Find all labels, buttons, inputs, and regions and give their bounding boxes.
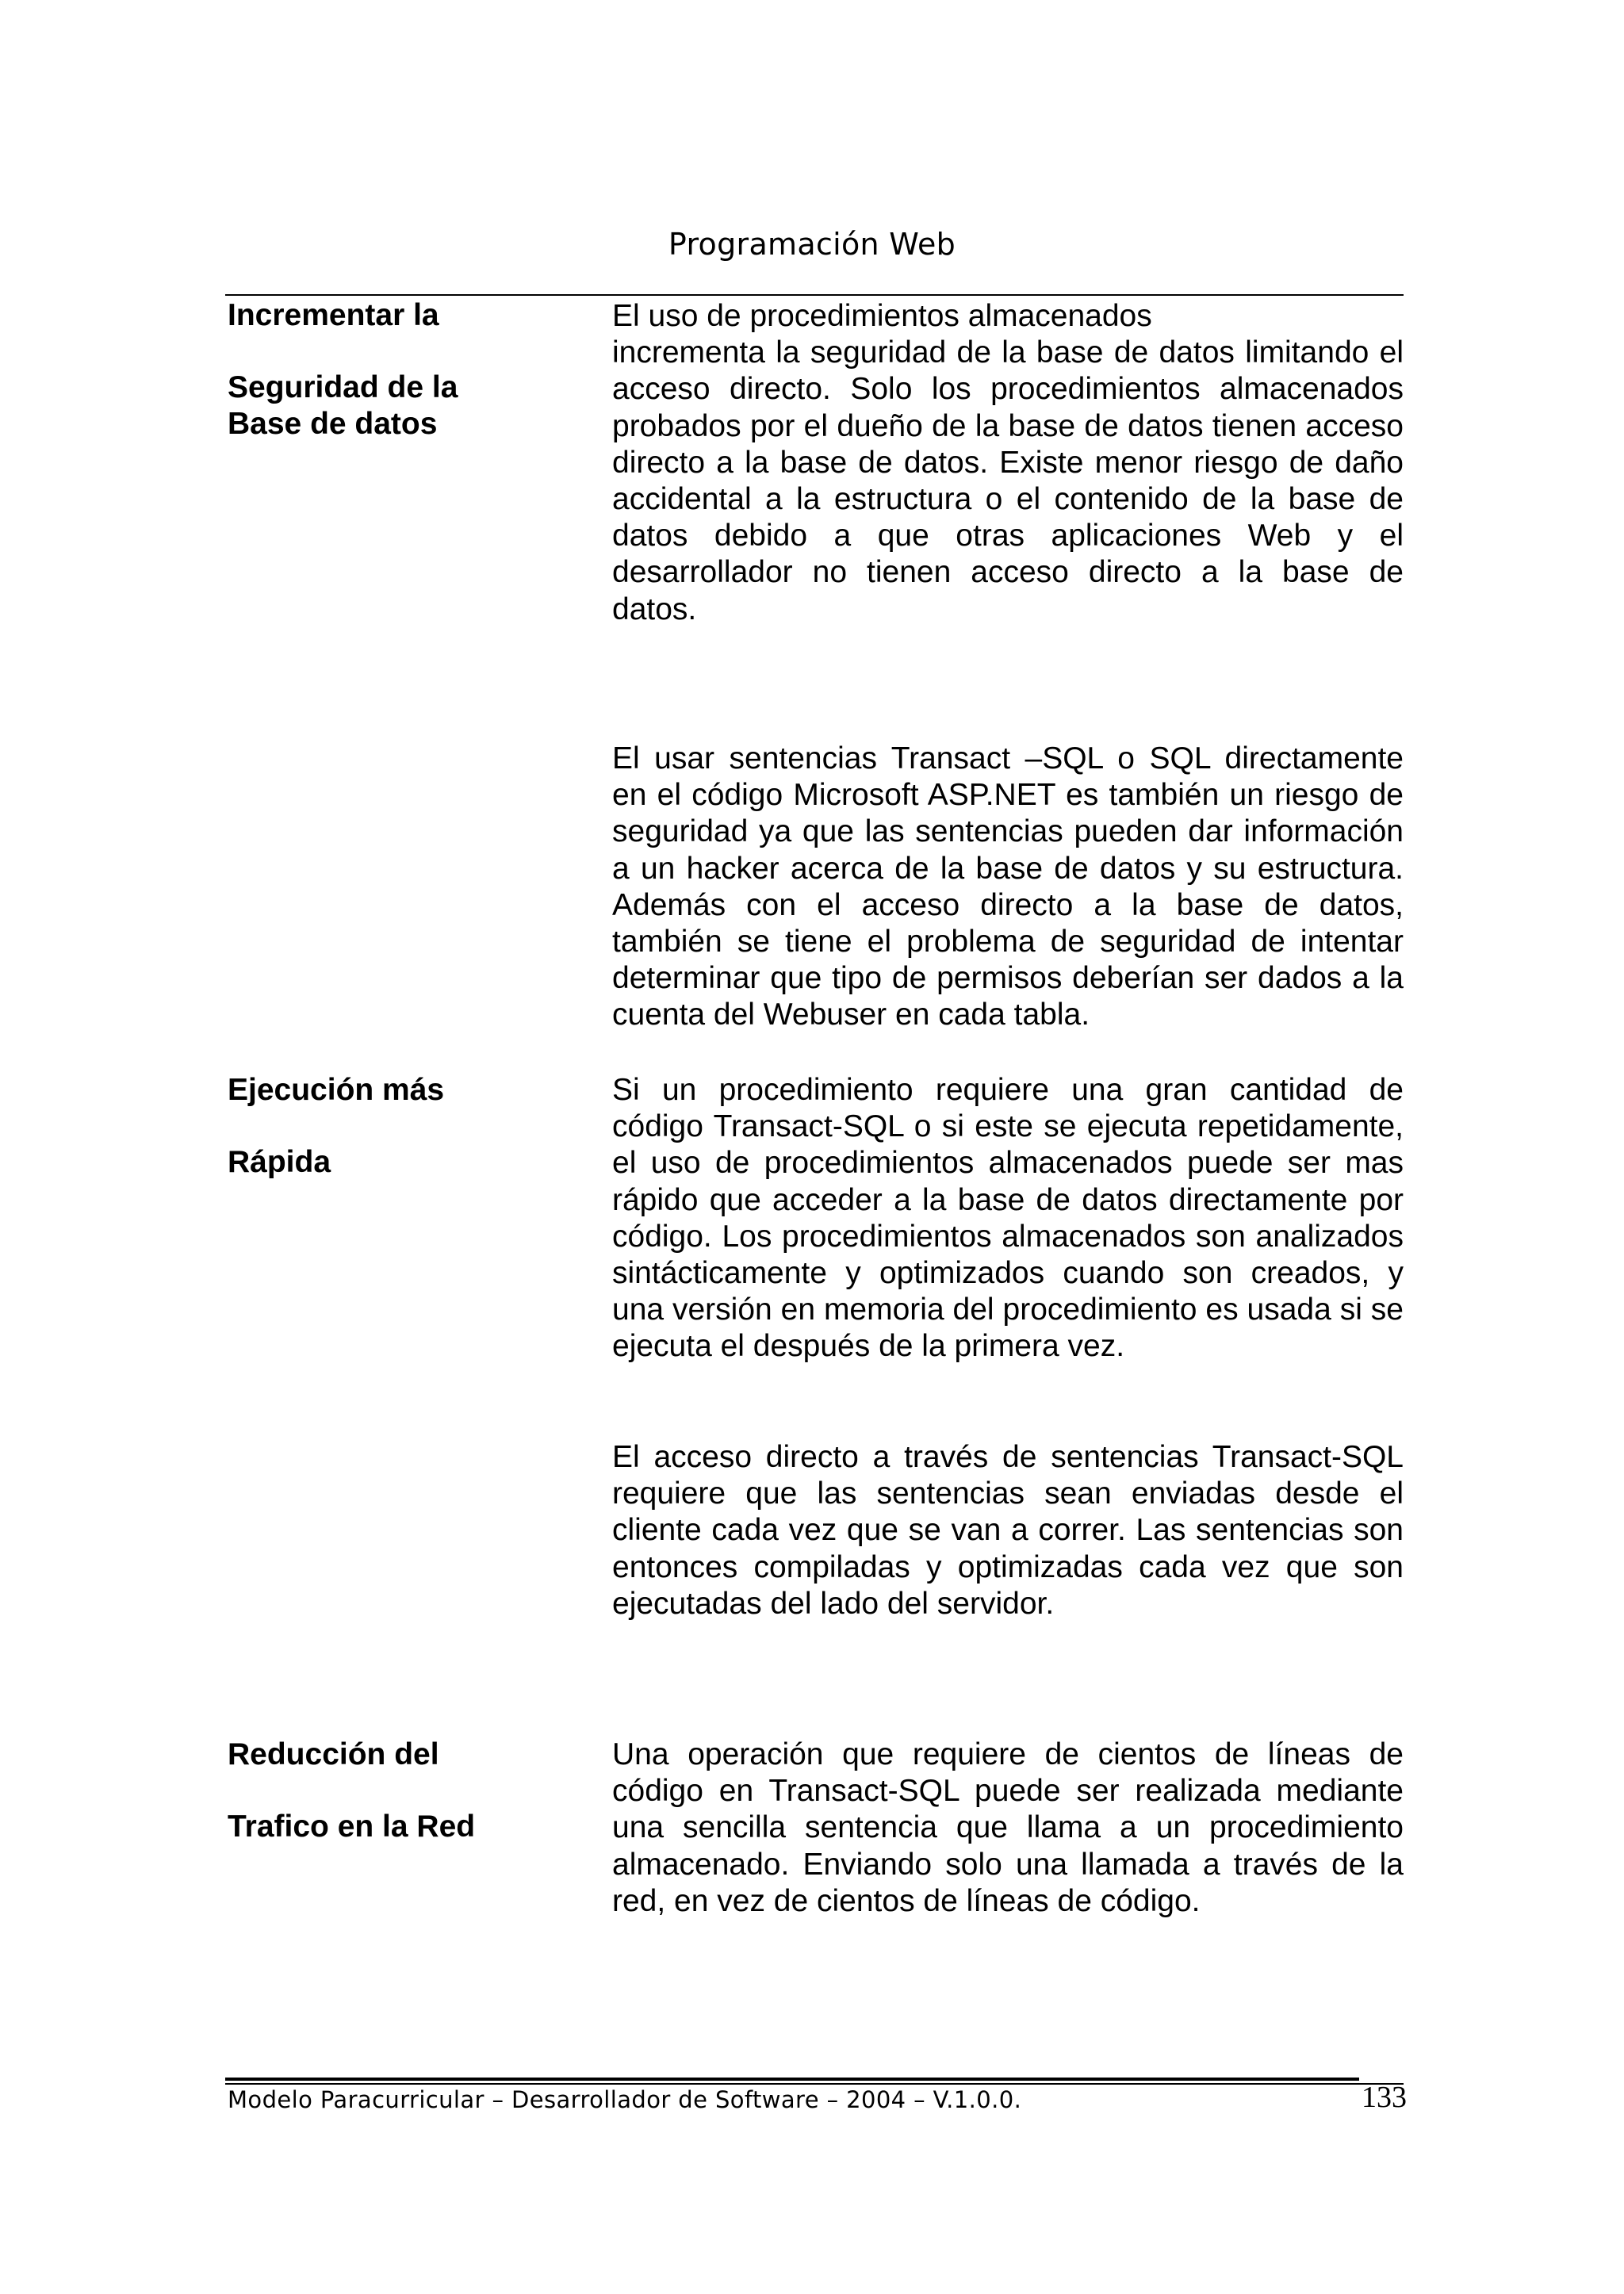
paragraph-first-line: Una operación que requiere de cientos de líneas de código en [612,1737,1404,1809]
speed-paragraph-1 [612,1072,1404,1365]
section-label-speed [228,1072,561,1181]
paragraph-body: incrementa la seguridad de la base de datos limitando el acceso directo. Solo los procedimientos almacenados probados por el dueño de la base de datos tienen acceso directo a la base de datos. Existe menor riesgo de daño accidental a la estructura o el contenido de la base de datos debido a que otras aplicaciones Web y el desarrollador no tienen acceso directo a la base de datos. [612,335,1404,626]
page-header-title: Programación Web [668,227,956,262]
section-label-line1: Reducción del [228,1737,439,1771]
security-paragraph-2 [612,741,1404,1034]
section-label-line2: Seguridad de la Base de datos [228,370,458,441]
footer-text: Modelo Paracurricular – Desarrollador de Software – 2004 – V.1.0.0. [228,2086,1022,2113]
paragraph-first-line: Si un procedimiento requiere una gran cantidad de código [612,1073,1404,1144]
section-label-line1: Incrementar la [228,298,439,332]
paragraph-body: Transact-SQL puede ser realizada mediante una sencilla sentencia que llama a un procedimiento almacenado. Enviando solo una llamada a través de la red, en vez de cientos de líneas de código. [612,1774,1404,1918]
paragraph-body: Transact-SQL o si este se ejecuta repetidamente, el uso de procedimientos almacenados puede ser mas rápido que acceder a la base de datos directamente por código. Los procedimientos almacenados son analizados sintácticamente y optimizados cuando son creados, y una versión en memoria del procedimiento es usada si se ejecuta el después de la primera vez. [612,1109,1404,1364]
security-paragraph-1 [612,298,1404,628]
paragraph-first-line: El uso de procedimientos almacenados [612,299,1152,333]
paragraph-body: El acceso directo a través de sentencias Transact-SQL requiere que las sentencias sean enviadas desde el cliente cada vez que se van a correr. Las sentencias son entonces compiladas y optimizadas cada vez que son ejecutadas del lado del servidor. [612,1440,1404,1621]
footer-divider-thick [225,2078,1359,2081]
header-divider [225,294,1404,296]
section-label-network [228,1737,561,1845]
section-label-line2: Rápida [228,1145,331,1179]
page-number: 133 [1362,2081,1407,2114]
section-label-line1: Ejecución más [228,1073,445,1107]
section-label-line2: Trafico en la Red [228,1810,476,1844]
network-paragraph-1 [612,1737,1404,1920]
section-label-security [228,297,561,442]
paragraph-body: El usar sentencias Transact –SQL o SQL directamente en el código Microsoft ASP.NET es también un riesgo de seguridad ya que las sentencias pueden dar información a un hacker acerca de la base de datos y su estructura. Además con el acceso directo a la base de datos, también se tiene el problema de seguridad de intentar determinar que tipo de permisos deberían ser dados a la cuenta del Webuser en cada tabla. [612,741,1404,1032]
speed-paragraph-2 [612,1439,1404,1622]
